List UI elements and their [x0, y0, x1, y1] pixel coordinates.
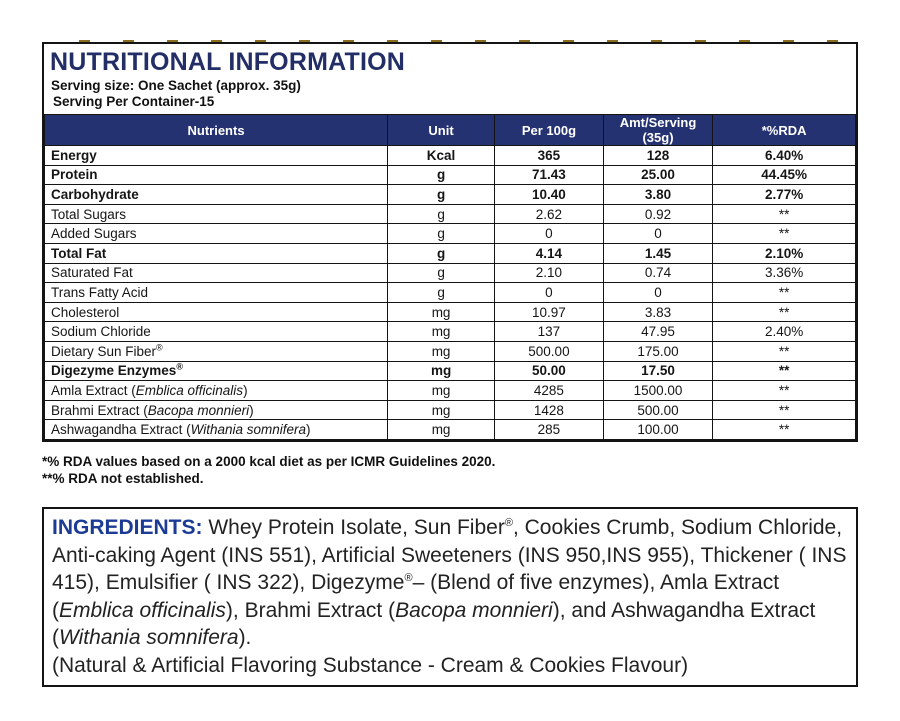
rda-cell: ** — [713, 204, 856, 224]
amt-serving-cell: 1500.00 — [603, 381, 712, 401]
ingredients-text: INGREDIENTS: Whey Protein Isolate, Sun Fiber®, Cookies Crumb, Sodium Chloride, Anti-caking Agent (INS 551), Artificial Sweeteners (INS 950,INS 955), Thickener ( INS 415), Emulsifier ( INS 322), Digezyme®– (Blend of five enzymes), Amla Extract (Emblica officinalis), Brahmi Extract (Bacopa monnieri), and Ashwagandha Extract (Withania somnifera). — [52, 516, 847, 649]
rda-cell: 44.45% — [713, 165, 856, 185]
footnote-rda-not-established: **% RDA not established. — [42, 470, 204, 486]
rda-cell: ** — [713, 341, 856, 361]
ingredients-label: INGREDIENTS: — [52, 516, 209, 539]
per-100g-cell: 137 — [495, 322, 604, 342]
per-100g-cell: 4285 — [495, 381, 604, 401]
table-row — [45, 400, 856, 420]
amt-serving-cell: 175.00 — [603, 341, 712, 361]
per-100g-cell: 2.10 — [495, 263, 604, 283]
nutrient-name: Trans Fatty Acid — [45, 283, 388, 303]
per-100g-cell: 10.40 — [495, 185, 604, 205]
per-100g-cell: 500.00 — [495, 341, 604, 361]
unit-cell: g — [388, 224, 495, 244]
rda-cell: ** — [713, 400, 856, 420]
rda-cell: ** — [713, 361, 856, 381]
unit-cell: mg — [388, 341, 495, 361]
rda-cell: 6.40% — [713, 146, 856, 166]
amt-serving-cell: 0 — [603, 224, 712, 244]
table-row — [45, 204, 856, 224]
nutrient-name: Carbohydrate — [45, 185, 388, 205]
unit-cell: mg — [388, 400, 495, 420]
nutrient-name: Cholesterol — [45, 302, 388, 322]
per-100g-cell: 1428 — [495, 400, 604, 420]
unit-cell: g — [388, 185, 495, 205]
nutrient-name: Dietary Sun Fiber® — [45, 341, 388, 361]
table-row — [45, 420, 856, 440]
nutrient-name: Energy — [45, 146, 388, 166]
per-100g-cell: 71.43 — [495, 165, 604, 185]
amt-serving-cell: 0 — [603, 283, 712, 303]
amt-serving-cell: 0.92 — [603, 204, 712, 224]
registered-mark-icon: ® — [404, 572, 413, 584]
unit-cell: mg — [388, 302, 495, 322]
nutrient-name: Ashwagandha Extract (Withania somnifera) — [45, 420, 388, 440]
rda-cell: 2.77% — [713, 185, 856, 205]
rda-cell: 2.10% — [713, 243, 856, 263]
table-row — [45, 361, 856, 381]
amt-serving-cell: 3.80 — [603, 185, 712, 205]
table-row — [45, 165, 856, 185]
unit-cell: g — [388, 204, 495, 224]
unit-cell: mg — [388, 361, 495, 381]
nutrition-panel — [42, 42, 858, 442]
per-100g-cell: 2.62 — [495, 204, 604, 224]
nutrient-name: Saturated Fat — [45, 263, 388, 283]
rda-footnotes — [42, 454, 495, 487]
ingredients-panel — [42, 507, 858, 687]
rda-cell: 3.36% — [713, 263, 856, 283]
per-100g-cell: 365 — [495, 146, 604, 166]
amt-serving-cell: 100.00 — [603, 420, 712, 440]
table-row — [45, 302, 856, 322]
rda-cell: ** — [713, 420, 856, 440]
col-header-per-100g: Per 100g — [495, 115, 604, 146]
amt-serving-cell: 3.83 — [603, 302, 712, 322]
amt-serving-cell: 25.00 — [603, 165, 712, 185]
unit-cell: mg — [388, 381, 495, 401]
per-100g-cell: 285 — [495, 420, 604, 440]
amt-serving-cell: 1.45 — [603, 243, 712, 263]
per-100g-cell: 4.14 — [495, 243, 604, 263]
amt-serving-cell: 128 — [603, 146, 712, 166]
nutrient-name: Protein — [45, 165, 388, 185]
table-row — [45, 341, 856, 361]
footnote-rda-basis: *% RDA values based on a 2000 kcal diet as per ICMR Guidelines 2020. — [42, 454, 496, 469]
table-row — [45, 381, 856, 401]
nutrient-name: Brahmi Extract (Bacopa monnieri) — [45, 400, 388, 420]
table-row — [45, 263, 856, 283]
registered-mark-icon: ® — [504, 517, 513, 529]
rda-cell: ** — [713, 224, 856, 244]
unit-cell: g — [388, 263, 495, 283]
unit-cell: g — [388, 283, 495, 303]
table-row — [45, 146, 856, 166]
col-header-nutrients: Nutrients — [45, 115, 388, 146]
nutrient-name: Total Fat — [45, 243, 388, 263]
nutrient-name: Sodium Chloride — [45, 322, 388, 342]
registered-mark-icon: ® — [156, 342, 163, 353]
nutrient-name: Amla Extract (Emblica officinalis) — [45, 381, 388, 401]
per-100g-cell: 0 — [495, 224, 604, 244]
nutrient-name: Added Sugars — [45, 224, 388, 244]
amt-serving-cell: 500.00 — [603, 400, 712, 420]
amt-serving-cell: 17.50 — [603, 361, 712, 381]
registered-mark-icon: ® — [176, 361, 183, 372]
unit-cell: g — [388, 243, 495, 263]
amt-serving-cell: 0.74 — [603, 263, 712, 283]
per-100g-cell: 10.97 — [495, 302, 604, 322]
col-header-rda: *%RDA — [713, 115, 856, 146]
serving-per-container-line: Serving Per Container-15 — [53, 94, 215, 109]
per-100g-cell: 0 — [495, 283, 604, 303]
per-100g-cell: 50.00 — [495, 361, 604, 381]
rda-cell: ** — [713, 381, 856, 401]
table-row — [45, 283, 856, 303]
nutrition-table — [44, 114, 856, 440]
col-header-amt-serving: Amt/Serving (35g) — [603, 115, 712, 146]
unit-cell: mg — [388, 322, 495, 342]
amt-serving-cell: 47.95 — [603, 322, 712, 342]
rda-cell: ** — [713, 283, 856, 303]
table-row — [45, 322, 856, 342]
table-row — [45, 185, 856, 205]
unit-cell: g — [388, 165, 495, 185]
nutrient-name: Digezyme Enzymes® — [45, 361, 388, 381]
col-header-unit: Unit — [388, 115, 495, 146]
nutrient-name: Total Sugars — [45, 204, 388, 224]
rda-cell: 2.40% — [713, 322, 856, 342]
table-row — [45, 224, 856, 244]
rda-cell: ** — [713, 302, 856, 322]
table-row — [45, 243, 856, 263]
unit-cell: mg — [388, 420, 495, 440]
unit-cell: Kcal — [388, 146, 495, 166]
table-header-row — [45, 115, 856, 146]
flavoring-note: (Natural & Artificial Flavoring Substance - Cream & Cookies Flavour) — [52, 653, 689, 677]
panel-title: NUTRITIONAL INFORMATION — [50, 48, 406, 76]
serving-size-line: Serving size: One Sachet (approx. 35g) — [51, 78, 301, 93]
